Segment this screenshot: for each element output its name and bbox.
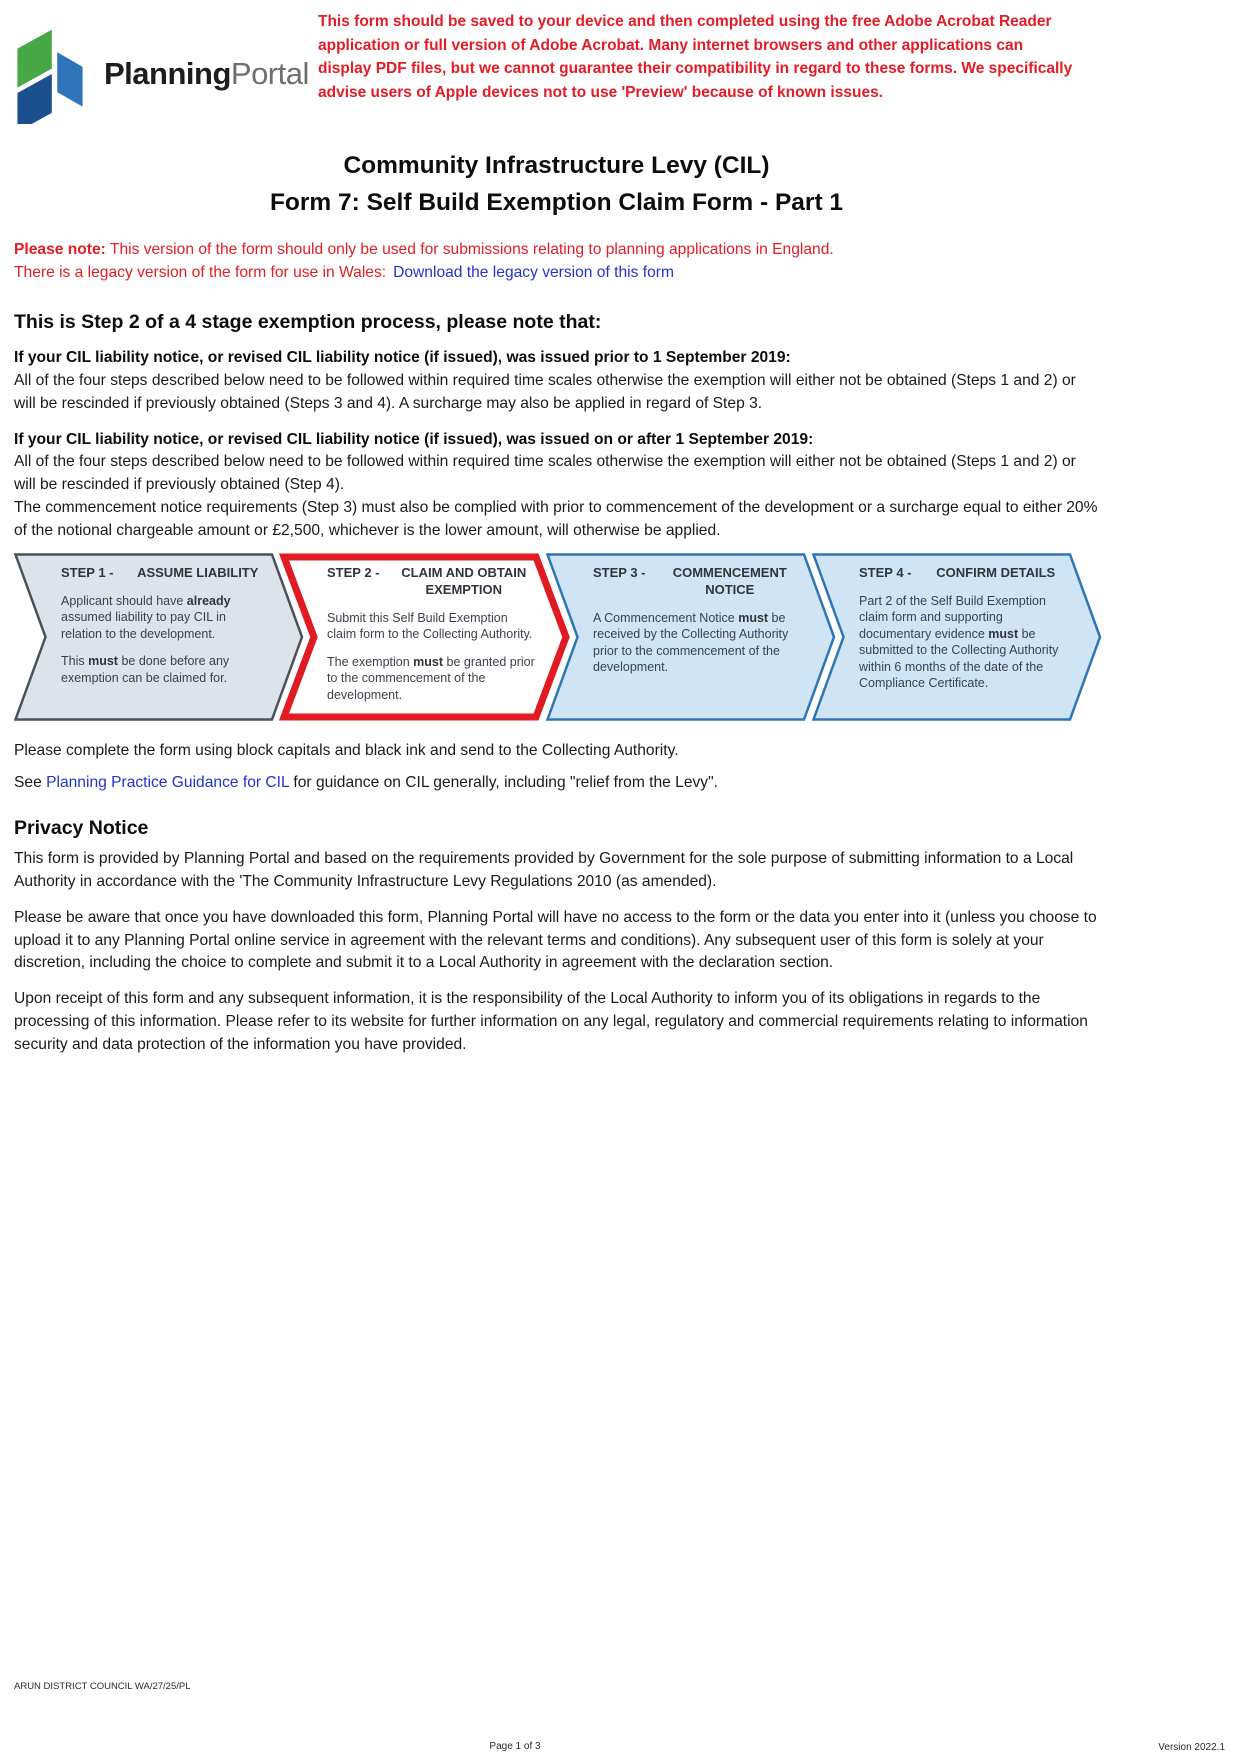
step-1-label: STEP 1 - [61, 565, 114, 581]
form-title-line1: Community Infrastructure Levy (CIL) [343, 152, 770, 179]
step-3-p1-rest: be received by the Collecting Authority prior to the commencement of the development. [593, 610, 789, 675]
step-2-heading [327, 565, 536, 599]
step-2-label: STEP 2 - [327, 565, 380, 581]
step-3-p1-text: A Commencement Notice [593, 610, 739, 625]
step-2-p1-text: Submit this Self Build Exemption claim form to the Collecting Authority. [327, 610, 533, 642]
wales-legacy-note [14, 261, 1099, 284]
page-number: Page 1 of 3 [489, 1741, 541, 1752]
step-2-paragraph-1 [327, 610, 536, 643]
header [0, 0, 1241, 124]
step-1-paragraph-2 [61, 653, 270, 686]
form-version: Version 2022.1 [1158, 1742, 1225, 1753]
wales-legacy-text: There is a legacy version of the form for use in Wales: [14, 263, 387, 281]
step-4-p1-bold: must [988, 626, 1019, 641]
privacy-notice-heading: Privacy Notice [14, 817, 149, 840]
planning-practice-guidance-link[interactable]: Planning Practice Guidance for CIL [46, 773, 290, 791]
step-1-chevron [14, 553, 304, 721]
form-title [14, 148, 1099, 222]
step-3-content [546, 553, 836, 721]
step-3-heading [593, 565, 802, 599]
step-1-heading [61, 565, 270, 582]
stage-process-heading: This is Step 2 of a 4 stage exemption process, please note that: [14, 311, 602, 334]
complete-form-instruction: Please complete the form using block capitals and black ink and send to the Collecting Authority. [14, 742, 679, 760]
step-4-chevron [812, 553, 1102, 721]
prior-2019-body: All of the four steps described below need to be followed within required time scales otherwise the exemption will either not be obtained (Steps 1 and 2) or will be rescinded if previously obtained (Steps 3 and 4). A surcharge may also be applied in regard of Step 3. [14, 371, 1076, 412]
after-2019-body: All of the four steps described below need to be followed within required time scales otherwise the exemption will either not be obtained (Steps 1 and 2) or will be rescinded if previously obtained (Step 4). [14, 453, 1076, 494]
step-1-p2-bold: must [88, 654, 118, 669]
please-note-label: Please note: [14, 240, 106, 258]
step-1-title: ASSUME LIABILITY [137, 565, 259, 581]
step-4-heading [859, 565, 1068, 582]
commencement-surcharge-body: The commencement notice requirements (Step 3) must also be complied with prior to commencement of the development or a surcharge equal to either 20% of the notional chargeable amount or £2,500, whichever is the lower amount, will otherwise be applied. [14, 499, 1098, 540]
step-4-content [812, 553, 1102, 721]
privacy-paragraph-1: This form is provided by Planning Portal and based on the requirements provided by Government for the sole purpose of submitting information to a Local Authority in accordance with the 'The Community Infrastructure Levy Regulations 2010 (as amended). [14, 850, 1074, 891]
step-2-chevron [280, 553, 570, 721]
council-reference: ARUN DISTRICT COUNCIL WA/27/25/PL [14, 1681, 191, 1692]
step-2-p2-bold: must [413, 654, 444, 669]
main-content [14, 148, 1099, 1056]
step-3-paragraph-1 [593, 610, 802, 676]
step-1-p1-rest: assumed liability to pay CIL in relation to the development. [61, 610, 226, 641]
planning-portal-icon [12, 24, 88, 124]
step-2-content [280, 553, 570, 721]
step-2-paragraph-2 [327, 654, 536, 704]
step-1-content [14, 553, 304, 721]
logo-word-portal: Portal [230, 56, 309, 91]
step-3-chevron [546, 553, 836, 721]
step-4-title: CONFIRM DETAILS [936, 565, 1056, 581]
form-title-line2: Form 7: Self Build Exemption Claim Form - Part 1 [269, 188, 844, 216]
step-1-paragraph-1 [61, 593, 270, 643]
planning-portal-wordmark [104, 56, 309, 92]
adobe-save-warning: This form should be saved to your device and then completed using the free Adobe Acrobat Reader application or full version of Adobe Acrobat. Many internet browsers and other applications can display PDF files, but we cannot guarantee their compatibility in regard to these forms. We specifically advise users of Apple devices not to use 'Preview' because of known issues. [318, 13, 1073, 102]
step-4-p1-text: Part 2 of the Self Build Exemption claim form and supporting documentary evidence [859, 593, 1046, 641]
process-steps [14, 553, 1099, 721]
step-3-label: STEP 3 - [593, 565, 646, 581]
privacy-paragraph-2: Please be aware that once you have downloaded this form, Planning Portal will have no access to the form or the data you enter into it (unless you choose to upload it to any Planning Portal online service in agreement with the relevant terms and conditions). Any subsequent user of this form is solely at your discretion, including the choice to complete and submit it to a Local Authority in agreement with the declaration section. [14, 908, 1097, 972]
guidance-see-prefix: See [14, 773, 42, 791]
step-4-p1-rest: be submitted to the Collecting Authority within 6 months of the date of the Compliance Certificate. [859, 626, 1059, 691]
step-2-p2-rest: be granted prior to the commencement of the development. [327, 654, 535, 702]
step-3-p1-bold: must [738, 610, 769, 625]
guidance-see-suffix: for guidance on CIL generally, including "relief from the Levy". [289, 773, 718, 791]
logo-word-planning: Planning [104, 56, 231, 91]
step-4-paragraph-1 [859, 593, 1068, 692]
privacy-paragraph-3: Upon receipt of this form and any subsequent information, it is the responsibility of the Local Authority to inform you of its obligations in regards to the processing of this information. Please refer to its website for further information on any legal, regulatory and commercial requirements relating to information security and data protection of the information you have provided. [14, 990, 1088, 1053]
step-1-p1-text: Applicant should have [61, 593, 187, 608]
download-legacy-form-link[interactable]: Download the legacy version of this form [393, 263, 674, 281]
prior-2019-heading: If your CIL liability notice, or revised CIL liability notice (if issued), was issued prior to 1 September 2019: [14, 349, 791, 367]
after-2019-heading: If your CIL liability notice, or revised CIL liability notice (if issued), was issued on or after 1 September 2019: [14, 430, 814, 448]
step-3-title: COMMENCEMENT NOTICE [672, 565, 787, 597]
step-4-label: STEP 4 - [859, 565, 912, 581]
step-2-p2-text: The exemption [327, 654, 414, 669]
step-2-title: CLAIM AND OBTAIN EXEMPTION [401, 565, 527, 597]
england-only-note [14, 238, 1099, 261]
planning-portal-logo [0, 0, 318, 124]
guidance-instruction [14, 772, 1099, 795]
step-1-p2-rest: be done before any exemption can be claimed for. [61, 654, 230, 685]
step-1-p2-text: This [61, 654, 89, 669]
step-1-p1-bold: already [186, 593, 231, 608]
please-note-text: This version of the form should only be used for submissions relating to planning applications in England. [105, 240, 834, 258]
